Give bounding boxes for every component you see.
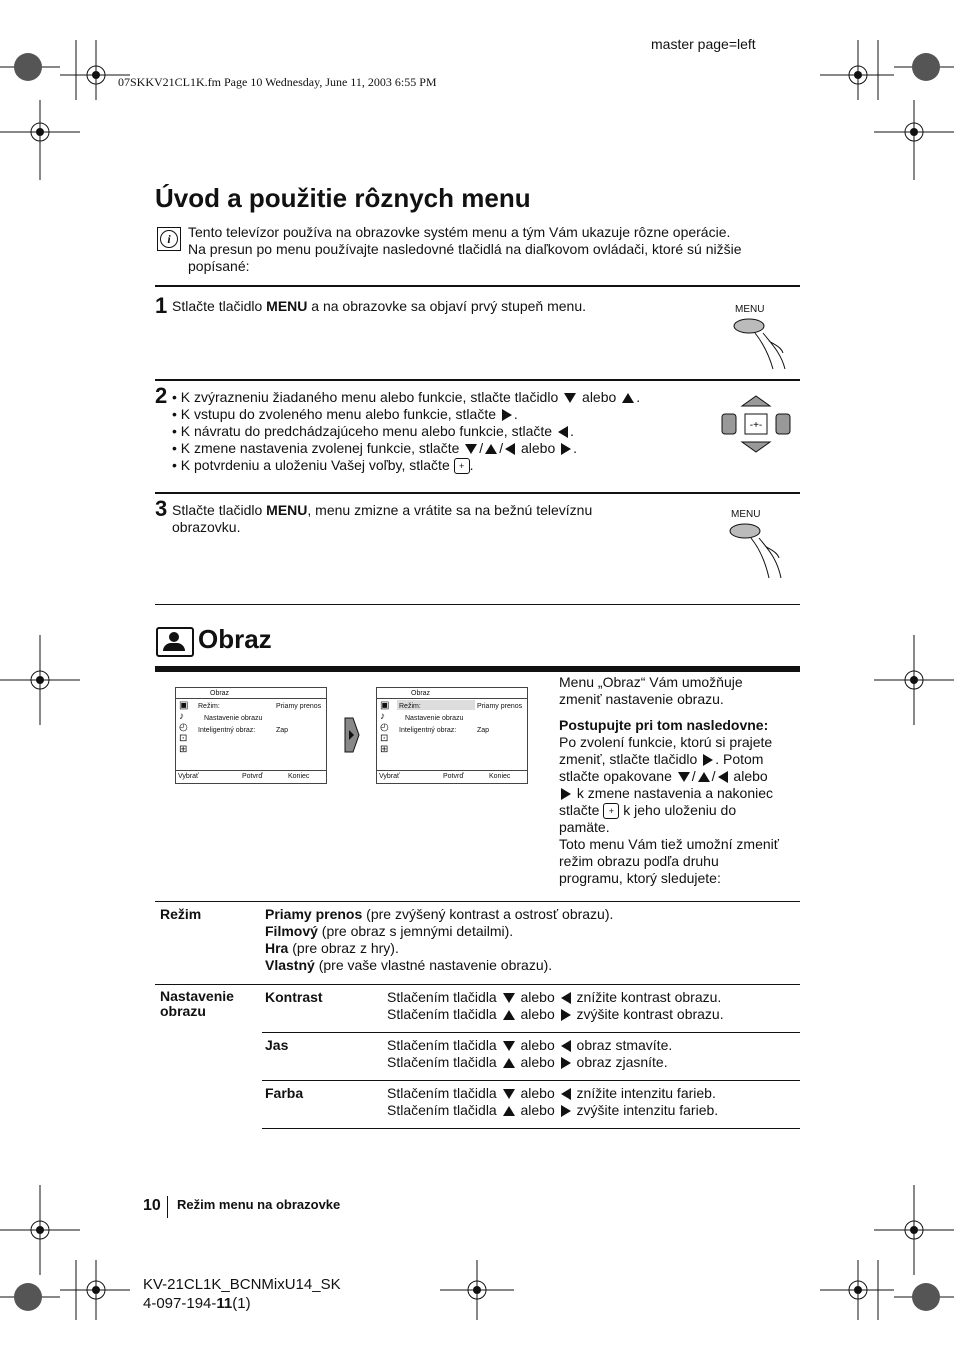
step-2-text: • K zvýrazneniu žiadaného menu alebo funkcie, stlačte tlačidlo alebo . • K vstupu do zvoleného menu alebo funkcie, stlačte . • K návratu do predchádzajúceho menu alebo funkcie, stlačte . • K zmene nastavenia zvolenej funkcie, stlačte / / alebo . • K potvrdeniu a uloženiu Vašej voľby, stlačte + . xyxy=(172,389,641,473)
nastavenie-label: Nastavenie obrazu xyxy=(160,988,234,1019)
master-page-label: master page=left xyxy=(651,36,756,52)
page-number: 10 xyxy=(143,1197,161,1214)
section-title-obraz: Obraz xyxy=(198,624,272,654)
menu-screen-preview-1: Obraz ▣ ♪ ◴ ⊡ ⊞ Režim: Priamy prenos Nastavenie obrazu Inteligentný obraz: Zap Vybrať Potvrď Koniec xyxy=(175,687,327,784)
rezim-options: Priamy prenos (pre zvýšený kontrast a ostrosť obrazu). Filmový (pre obraz s jemnými detailmi). Hra (pre obraz z hry). Vlastný (pre vaše vlastné nastavenie obrazu). xyxy=(265,906,614,973)
menu-button-illustration-2: MENU xyxy=(721,508,791,583)
intro-text: Tento televízor používa na obrazovke systém menu a tým Vám ukazuje rôzne operácie. Na presun po menu používajte nasledovné tlačidlá na diaľkovom ovládači, ktoré sú nižšie popísané: xyxy=(188,224,742,274)
farba-desc: Stlačením tlačidla alebo znížite intenzitu farieb. Stlačením tlačidla alebo zvýšite intenzitu farieb. xyxy=(387,1085,719,1118)
up-arrow-icon xyxy=(622,393,634,403)
direction-pad-illustration xyxy=(718,392,794,456)
jas-desc: Stlačením tlačidla alebo obraz stmavíte. Stlačením tlačidla alebo obraz zjasníte. xyxy=(387,1037,673,1070)
down-arrow-icon xyxy=(564,393,576,403)
footer-model: KV-21CL1K_BCNMixU14_SK 4-097-194-11(1) xyxy=(143,1276,341,1312)
menu-button-illustration: MENU xyxy=(725,303,795,375)
section-title-menu: Úvod a použitie rôznych menu xyxy=(155,183,531,213)
step-3-text: Stlačte tlačidlo MENU, menu zmizne a vrátite sa na bežnú televíznu obrazovku. xyxy=(172,502,593,535)
next-arrow-icon xyxy=(343,716,361,754)
kontrast-desc: Stlačením tlačidla alebo znížite kontrast obrazu. Stlačením tlačidla alebo zvýšite kontrast obrazu. xyxy=(387,989,724,1022)
farba-label: Farba xyxy=(265,1085,304,1101)
jas-label: Jas xyxy=(265,1037,289,1053)
left-arrow-icon xyxy=(558,426,568,438)
svg-text:-+-: -+- xyxy=(749,420,763,431)
right-arrow-icon xyxy=(502,409,512,421)
step-3: 3 xyxy=(155,496,168,521)
kontrast-label: Kontrast xyxy=(265,989,323,1005)
menu-screen-preview-2: Obraz ▣ ♪ ◴ ⊡ ⊞ Režim: Priamy prenos Nastavenie obrazu Inteligentný obraz: Zap Vybrať Potvrď Koniec xyxy=(376,687,528,784)
ok-button-icon: + xyxy=(454,458,470,474)
file-info-line: 07SKKV21CL1K.fm Page 10 Wednesday, June 11, 2003 6:55 PM xyxy=(118,75,437,89)
footer-section: Režim menu na obrazovke xyxy=(177,1197,341,1212)
picture-icon xyxy=(156,627,194,657)
rezim-label: Režim xyxy=(160,906,202,922)
step-1: 1 xyxy=(155,293,168,318)
step-1-text: Stlačte tlačidlo MENU a na obrazovke sa objaví prvý stupeň menu. xyxy=(172,298,587,314)
obraz-description: Menu „Obraz“ Vám umožňuje zmeniť nastavenie obrazu. Postupujte pri tom nasledovne: Po zvolení funkcie, ktorú si prajete zmeniť, stlačte tlačidlo . Potom stlačte opakovane / / alebo k zmene nastavenia a nakoniec stlačte + k jeho uloženiu do pamäte. Toto menu Vám tiež umožní zmeniť režim obrazu podľa druhu programu, ktorý sledujete: xyxy=(559,674,780,887)
step-2: 2 xyxy=(155,383,168,408)
info-icon: i xyxy=(157,227,181,251)
